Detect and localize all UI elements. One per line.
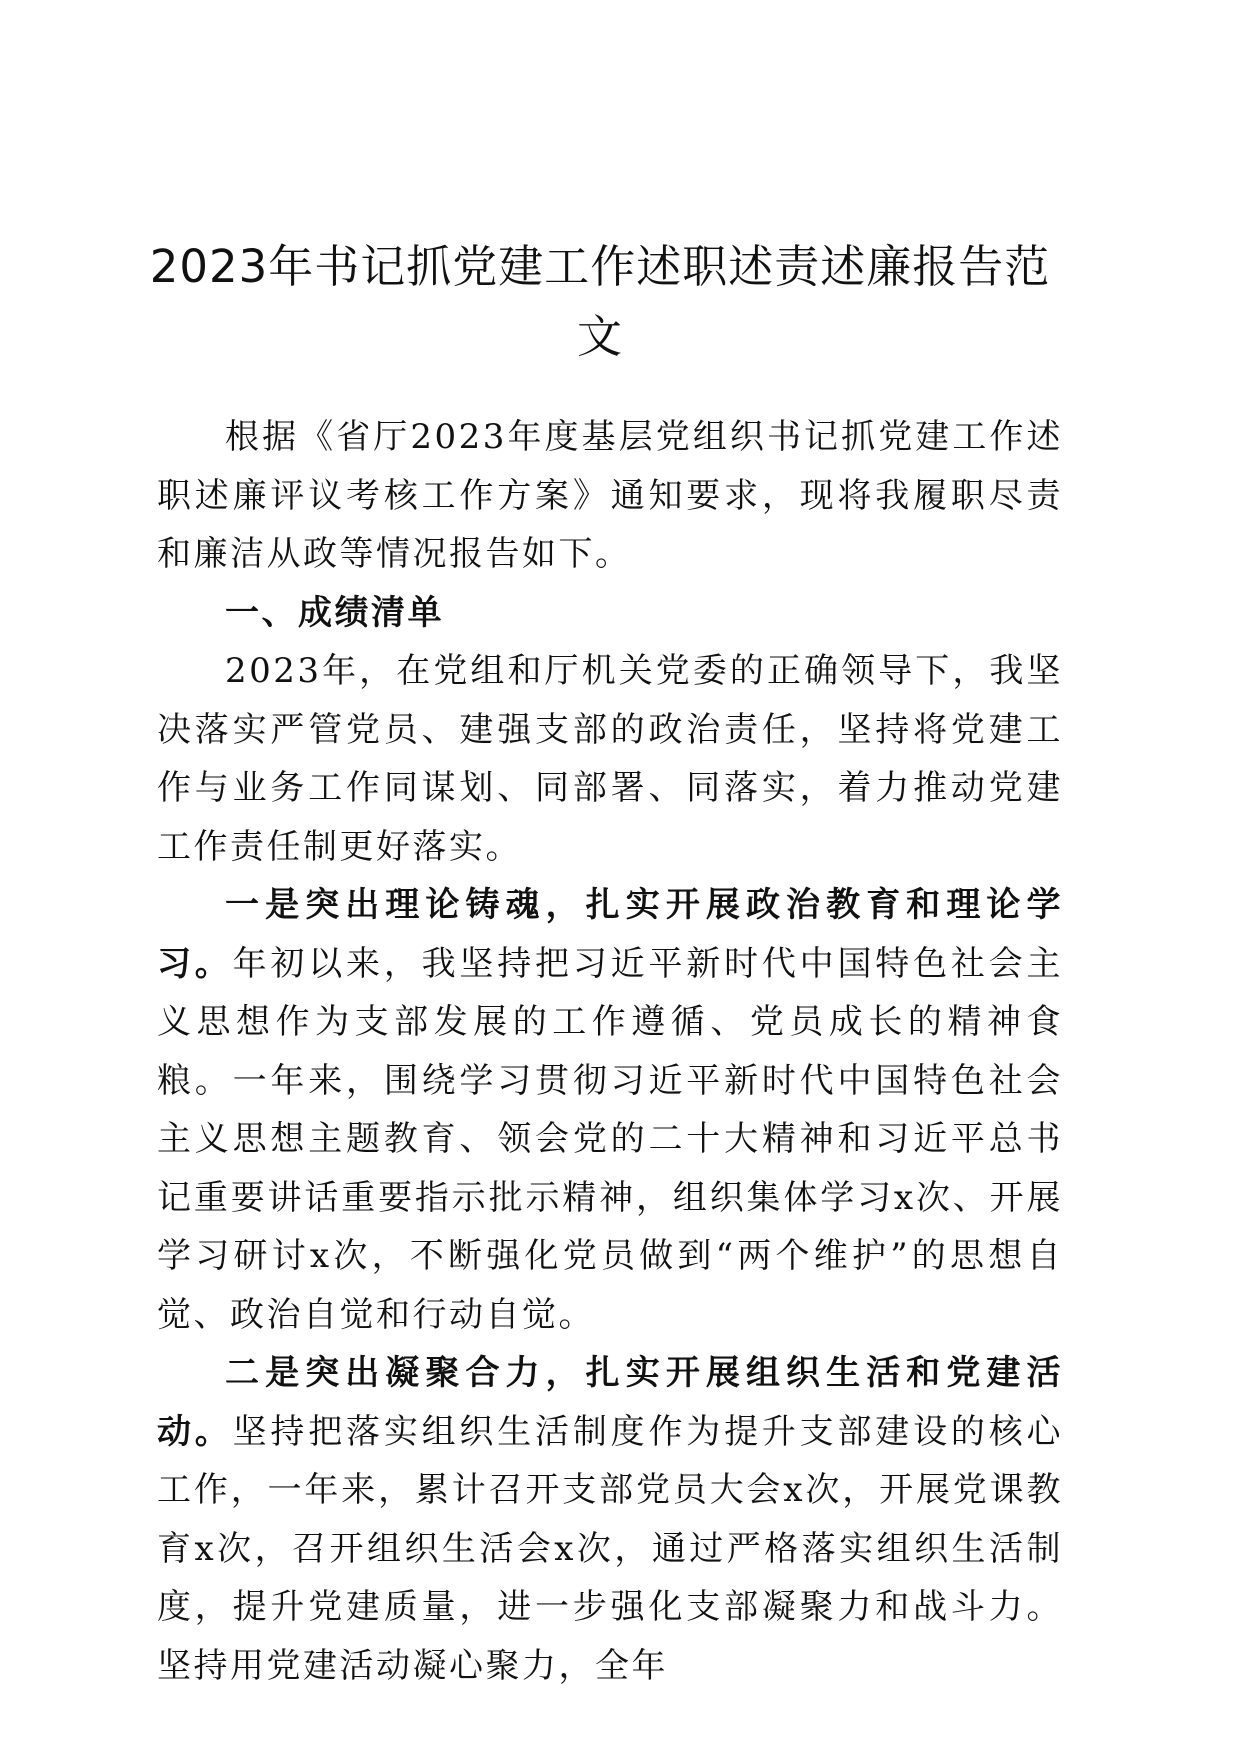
point-one-body: 年初以来，我坚持把习近平新时代中国特色社会主义思想作为支部发展的工作遵循、党员成长的精神食粮。一年来，围绕学习贯彻习近平新时代中国特色社会主义思想主题教育、领会党的二十大精神和习近平总书记重要讲话重要指示批示精神，组织集体学习x次、开展学习研讨x次，不断强化党员做到“两个维护”的思想自觉、政治自觉和行动自觉。 (157, 943, 1063, 1335)
intro-paragraph: 根据《省厅2023年度基层党组织书记抓党建工作述职述廉评议考核工作方案》通知要求，现将我履职尽责和廉洁从政等情况报告如下。 (157, 417, 1063, 574)
point-one-lead: 一是突出理论铸魂，扎实开展政治教育和理论学习。 (157, 885, 1063, 984)
document-title: 2023年书记抓党建工作述职述责述廉报告范文 (149, 240, 1051, 363)
point-two-body: 坚持把落实组织生活制度作为提升支部建设的核心工作，一年来，累计召开支部党员大会x次，开展党课教育x次，召开组织生活会x次，通过严格落实组织生活制度，提升党建质量，进一步强化支部凝聚力和战斗力。坚持用党建活动凝心聚力，全年 (157, 1411, 1063, 1686)
point-one-paragraph (157, 876, 1063, 1344)
point-two-paragraph (157, 1344, 1063, 1695)
point-two-lead: 二是突出凝聚合力，扎实开展组织生活和党建活动。 (157, 1353, 1063, 1452)
section-heading-achievements: 一、成绩清单 (225, 592, 444, 633)
achievements-paragraph: 2023年，在党组和厅机关党委的正确领导下，我坚决落实严管党员、建强支部的政治责任，坚持将党建工作与业务工作同谋划、同部署、同落实，着力推动党建工作责任制更好落实。 (157, 651, 1063, 867)
document-body (157, 408, 1063, 1695)
